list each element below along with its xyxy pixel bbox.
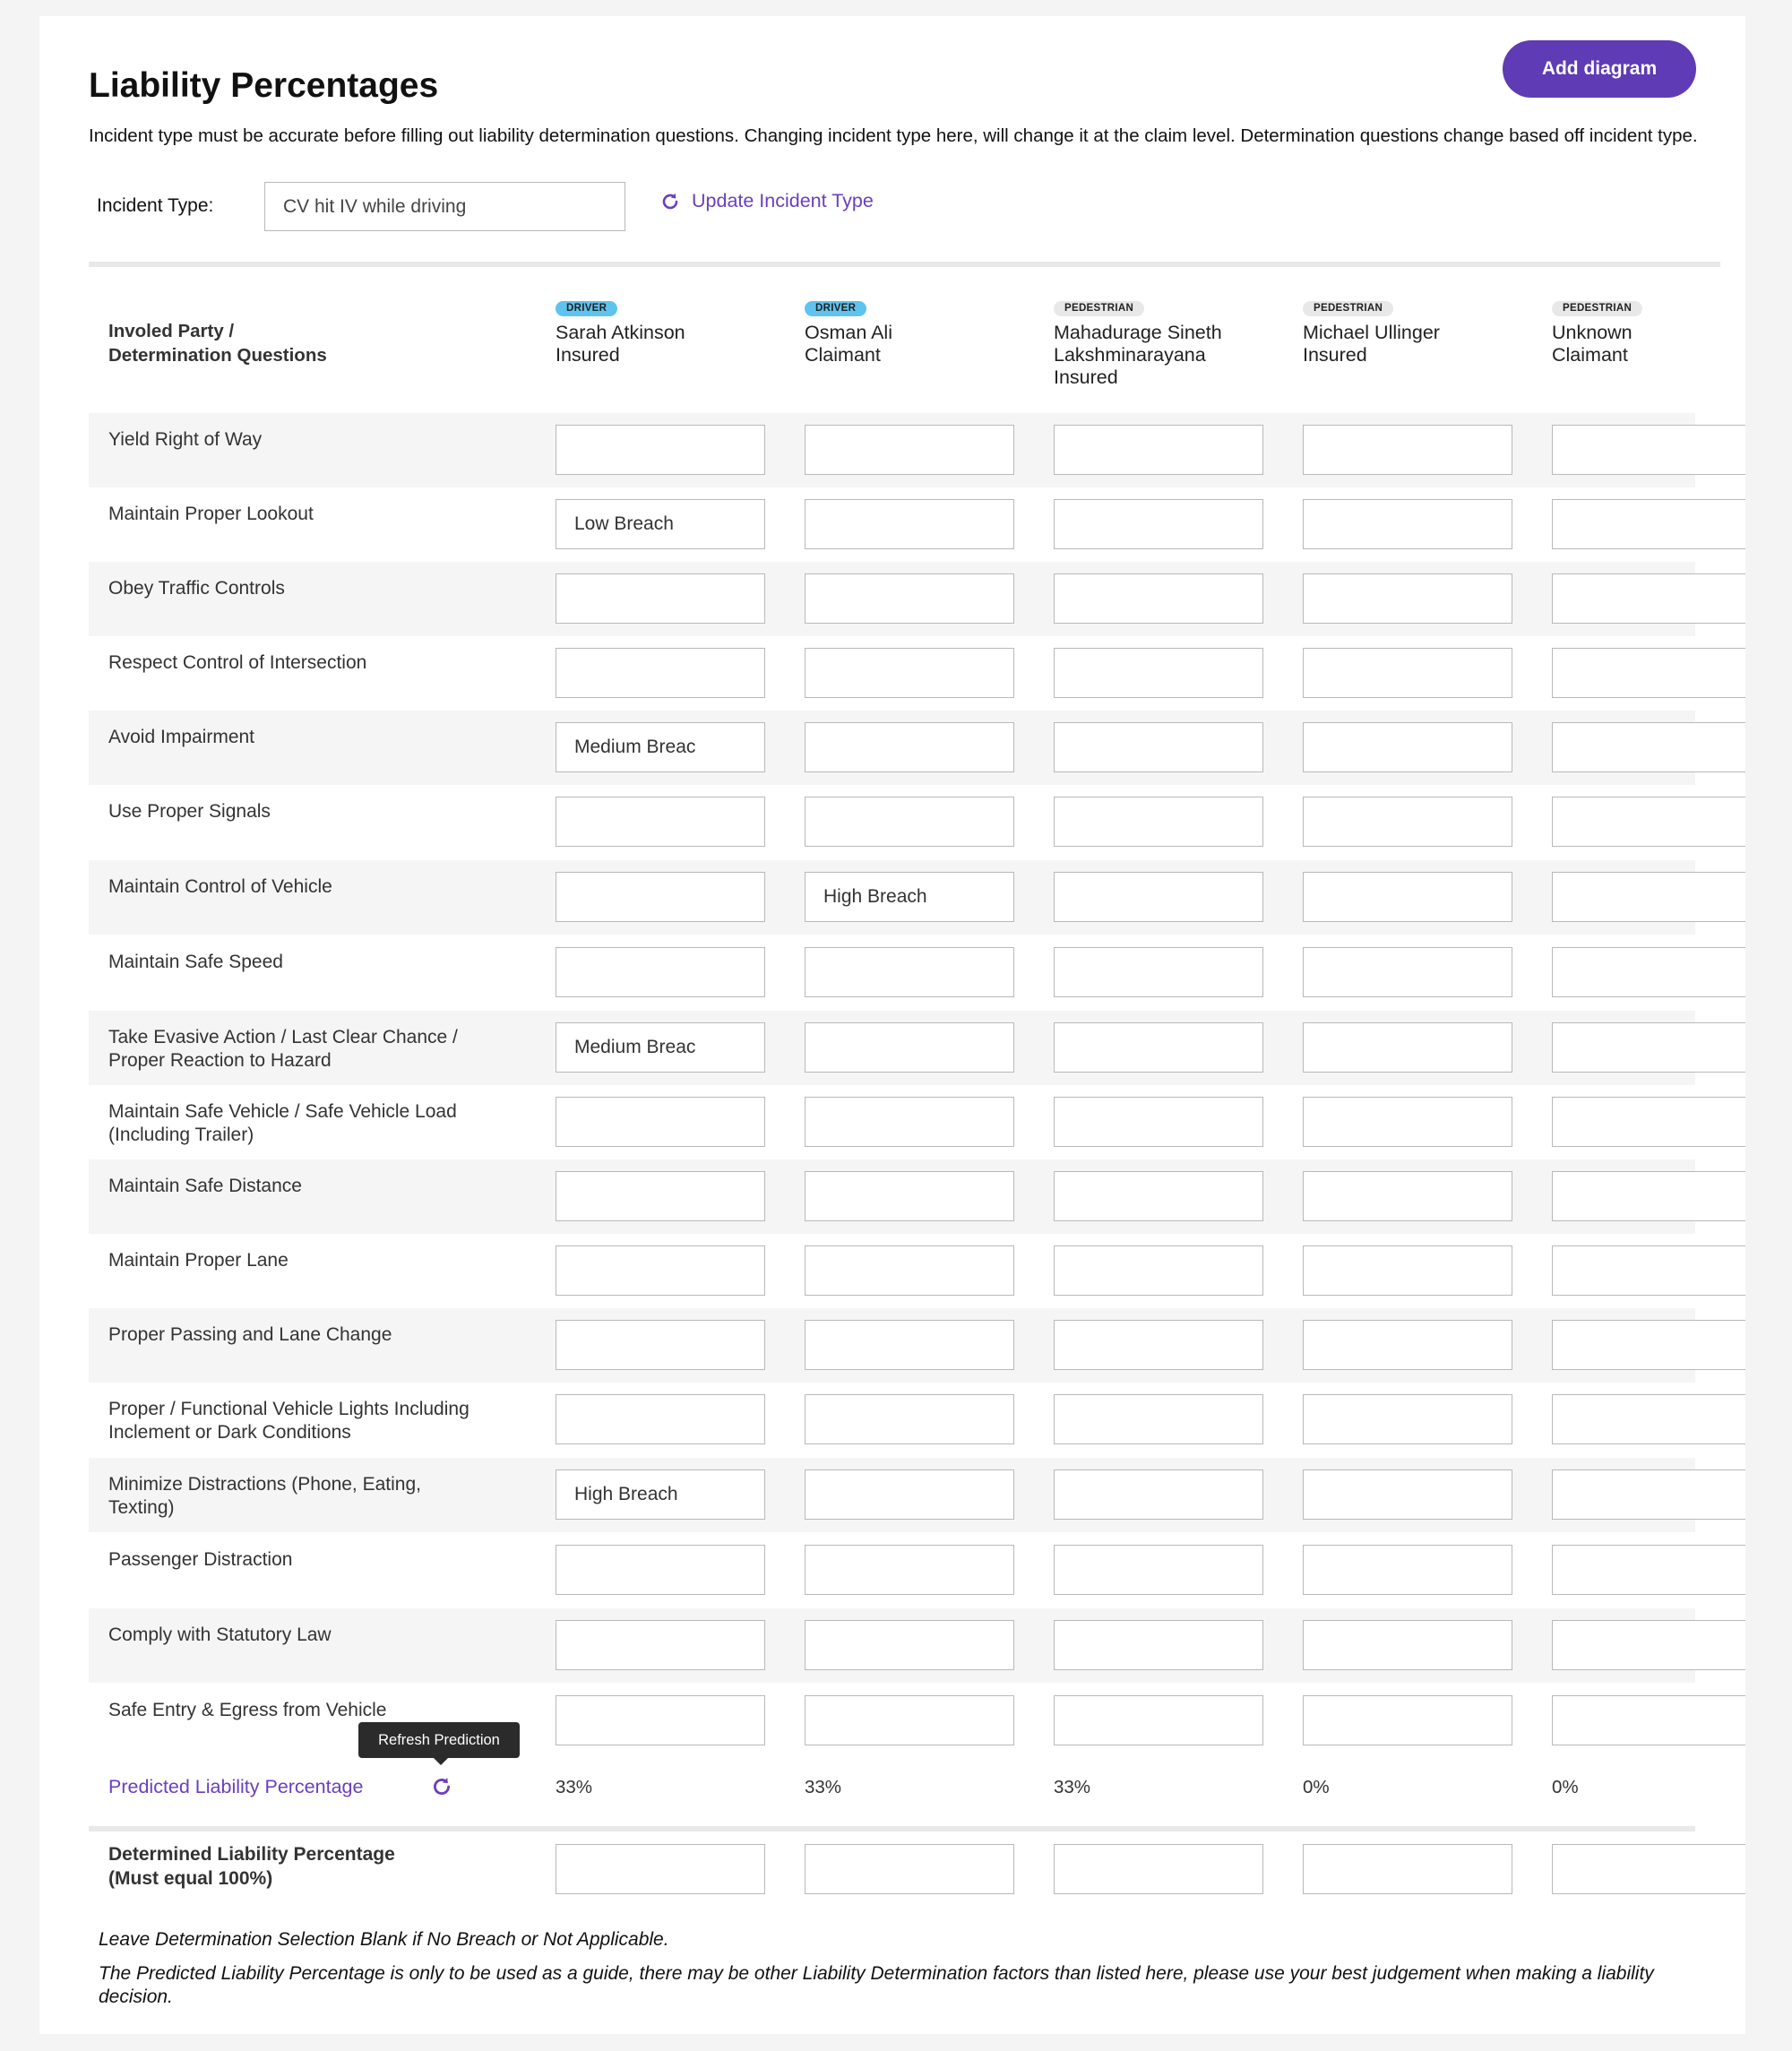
breach-select[interactable] bbox=[1054, 1545, 1263, 1595]
breach-select[interactable] bbox=[1054, 425, 1263, 475]
determination-row bbox=[89, 487, 1695, 562]
breach-select[interactable] bbox=[805, 425, 1014, 475]
breach-select[interactable] bbox=[1054, 499, 1263, 549]
determination-question: Avoid Impairment bbox=[108, 727, 255, 747]
party-role-badge: PEDESTRIAN bbox=[1552, 301, 1642, 316]
party-role-badge: DRIVER bbox=[556, 301, 617, 316]
determination-question: Safe Entry & Egress from Vehicle bbox=[108, 1700, 387, 1720]
determined-liability-label: Determined Liability Percentage (Must equal 100%) bbox=[108, 1844, 395, 1889]
breach-select[interactable] bbox=[1303, 947, 1512, 997]
breach-select[interactable] bbox=[1552, 1245, 1745, 1296]
breach-select[interactable] bbox=[1054, 1469, 1263, 1520]
party-name: Mahadurage Sineth Lakshminarayana bbox=[1054, 322, 1222, 366]
determination-question: Comply with Statutory Law bbox=[108, 1624, 332, 1645]
breach-select[interactable] bbox=[556, 1320, 765, 1370]
breach-select[interactable] bbox=[1054, 1245, 1263, 1296]
breach-select[interactable] bbox=[1552, 499, 1745, 549]
determined-liability-row bbox=[89, 1831, 1695, 1921]
party-role: Insured bbox=[1303, 344, 1367, 366]
breach-select[interactable] bbox=[1303, 499, 1512, 549]
breach-select[interactable] bbox=[1303, 1620, 1512, 1670]
determination-row bbox=[89, 1308, 1695, 1383]
breach-select[interactable] bbox=[805, 1022, 1014, 1073]
breach-select[interactable] bbox=[1054, 648, 1263, 698]
party-header bbox=[1303, 294, 1518, 366]
determination-question: Maintain Control of Vehicle bbox=[108, 876, 332, 897]
breach-select[interactable] bbox=[1552, 1545, 1745, 1595]
breach-select[interactable] bbox=[1552, 722, 1745, 772]
determination-question: Passenger Distraction bbox=[108, 1549, 293, 1570]
breach-select[interactable] bbox=[1552, 573, 1745, 624]
predicted-percentage: 0% bbox=[1552, 1777, 1579, 1797]
breach-select[interactable] bbox=[805, 1320, 1014, 1370]
predicted-percentage: 33% bbox=[805, 1777, 842, 1797]
breach-select[interactable] bbox=[1552, 797, 1745, 847]
breach-select[interactable] bbox=[1054, 722, 1263, 772]
breach-select[interactable] bbox=[1054, 1022, 1263, 1073]
breach-select[interactable] bbox=[1552, 947, 1745, 997]
page-title: Liability Percentages bbox=[89, 66, 439, 105]
incident-type-label: Incident Type: bbox=[97, 195, 214, 216]
determined-percentage-input[interactable] bbox=[1303, 1844, 1512, 1894]
breach-select[interactable] bbox=[1054, 1097, 1263, 1147]
breach-select[interactable] bbox=[805, 648, 1014, 698]
breach-select[interactable] bbox=[556, 872, 765, 922]
breach-select[interactable] bbox=[1303, 1469, 1512, 1520]
determination-question: Take Evasive Action / Last Clear Chance / Proper Reaction to Hazard bbox=[108, 1027, 458, 1071]
determination-question: Use Proper Signals bbox=[108, 801, 271, 822]
breach-select[interactable] bbox=[556, 1097, 765, 1147]
determination-row bbox=[89, 935, 1695, 1010]
breach-select[interactable] bbox=[1054, 947, 1263, 997]
breach-select[interactable] bbox=[556, 1545, 765, 1595]
breach-select[interactable] bbox=[1303, 872, 1512, 922]
breach-select[interactable] bbox=[1303, 1545, 1512, 1595]
question-column-header: Involed Party / Determination Questions bbox=[108, 321, 327, 366]
party-role-badge: PEDESTRIAN bbox=[1054, 301, 1144, 316]
determination-row bbox=[89, 1234, 1695, 1308]
predicted-percentage: 33% bbox=[1054, 1777, 1091, 1797]
party-role: Insured bbox=[1054, 366, 1118, 388]
determination-row bbox=[89, 1684, 1695, 1758]
breach-select[interactable] bbox=[556, 797, 765, 847]
determination-row bbox=[89, 1383, 1695, 1457]
breach-select[interactable] bbox=[805, 1695, 1014, 1745]
party-role: Claimant bbox=[805, 344, 881, 366]
breach-select[interactable] bbox=[556, 1394, 765, 1444]
breach-select[interactable] bbox=[1303, 722, 1512, 772]
breach-select[interactable] bbox=[556, 648, 765, 698]
breach-select[interactable] bbox=[556, 1695, 765, 1745]
predicted-percentage: 33% bbox=[556, 1777, 593, 1797]
breach-select[interactable] bbox=[805, 1171, 1014, 1221]
breach-select[interactable] bbox=[556, 1245, 765, 1296]
party-name: Osman Ali bbox=[805, 322, 892, 343]
party-header bbox=[1054, 294, 1269, 389]
liability-panel bbox=[39, 16, 1745, 2034]
refresh-prediction-tooltip: Refresh Prediction bbox=[358, 1722, 520, 1758]
breach-select[interactable] bbox=[805, 499, 1014, 549]
breach-select[interactable] bbox=[1303, 1394, 1512, 1444]
determination-question: Minimize Distractions (Phone, Eating, Texting) bbox=[108, 1474, 421, 1518]
breach-select[interactable] bbox=[1054, 1171, 1263, 1221]
breach-select[interactable] bbox=[1552, 1171, 1745, 1221]
breach-select[interactable] bbox=[1054, 1695, 1263, 1745]
party-header bbox=[805, 294, 1020, 366]
determination-row bbox=[89, 1011, 1695, 1085]
breach-select[interactable] bbox=[1303, 573, 1512, 624]
breach-select[interactable] bbox=[1054, 797, 1263, 847]
determination-row bbox=[89, 1533, 1695, 1607]
breach-select[interactable] bbox=[805, 797, 1014, 847]
determination-row bbox=[89, 1085, 1695, 1159]
breach-select[interactable] bbox=[556, 722, 765, 772]
breach-select[interactable] bbox=[556, 425, 765, 475]
party-name: Sarah Atkinson bbox=[556, 322, 685, 343]
determined-percentage-input[interactable] bbox=[556, 1844, 765, 1894]
party-name: Unknown bbox=[1552, 322, 1633, 343]
determination-row bbox=[89, 1608, 1695, 1683]
determination-question: Maintain Proper Lane bbox=[108, 1250, 289, 1271]
breach-select[interactable] bbox=[1303, 1171, 1512, 1221]
breach-select[interactable] bbox=[1303, 1097, 1512, 1147]
determined-percentage-input[interactable] bbox=[1054, 1844, 1263, 1894]
determination-row bbox=[89, 636, 1695, 711]
determination-question: Obey Traffic Controls bbox=[108, 578, 285, 599]
breach-select[interactable] bbox=[805, 1097, 1014, 1147]
breach-select[interactable] bbox=[805, 1245, 1014, 1296]
breach-select[interactable] bbox=[805, 947, 1014, 997]
party-role-badge: PEDESTRIAN bbox=[1303, 301, 1393, 316]
determination-question: Proper / Functional Vehicle Lights Including Inclement or Dark Conditions bbox=[108, 1399, 470, 1443]
determination-question: Maintain Safe Speed bbox=[108, 952, 283, 972]
update-incident-type-link[interactable] bbox=[659, 190, 874, 212]
determination-question: Maintain Proper Lookout bbox=[108, 504, 314, 524]
breach-select[interactable] bbox=[1552, 425, 1745, 475]
breach-select[interactable] bbox=[1054, 1320, 1263, 1370]
refresh-prediction-icon[interactable] bbox=[430, 1775, 453, 1803]
breach-select[interactable] bbox=[1054, 872, 1263, 922]
breach-select[interactable] bbox=[1303, 1695, 1512, 1745]
predicted-percentage: 0% bbox=[1303, 1777, 1330, 1797]
party-role-badge: DRIVER bbox=[805, 301, 866, 316]
breach-select[interactable] bbox=[1303, 1320, 1512, 1370]
breach-select[interactable] bbox=[1552, 1097, 1745, 1147]
incident-type-input[interactable] bbox=[264, 182, 625, 231]
determination-question: Proper Passing and Lane Change bbox=[108, 1324, 392, 1345]
party-name: Michael Ullinger bbox=[1303, 322, 1440, 343]
breach-select[interactable] bbox=[1552, 1469, 1745, 1520]
header-divider bbox=[89, 262, 1720, 267]
note-blank-selection: Leave Determination Selection Blank if No Breach or Not Applicable. bbox=[99, 1929, 669, 1950]
breach-select[interactable] bbox=[1054, 573, 1263, 624]
determination-question: Maintain Safe Distance bbox=[108, 1176, 302, 1196]
breach-select[interactable] bbox=[1552, 1695, 1745, 1745]
add-diagram-button[interactable]: Add diagram bbox=[1503, 40, 1696, 98]
breach-select[interactable] bbox=[805, 1469, 1014, 1520]
party-role: Insured bbox=[556, 344, 620, 366]
breach-select[interactable] bbox=[556, 499, 765, 549]
incident-description: Incident type must be accurate before filling out liability determination questions. Changing incident type here, will change it at the claim level. Determination questions change based off incident type. bbox=[89, 125, 1698, 146]
update-incident-type-label: Update Incident Type bbox=[692, 190, 874, 211]
breach-select[interactable] bbox=[1552, 872, 1745, 922]
breach-select[interactable] bbox=[1552, 1394, 1745, 1444]
breach-select[interactable] bbox=[1054, 1620, 1263, 1670]
breach-select[interactable] bbox=[1552, 648, 1745, 698]
breach-select[interactable] bbox=[1303, 1245, 1512, 1296]
breach-select[interactable] bbox=[556, 573, 765, 624]
breach-select[interactable] bbox=[805, 1394, 1014, 1444]
breach-select[interactable] bbox=[1303, 797, 1512, 847]
breach-select[interactable] bbox=[556, 1469, 765, 1520]
predicted-liability-row bbox=[89, 1772, 1695, 1826]
party-header bbox=[1552, 294, 1767, 366]
determination-row bbox=[89, 1159, 1695, 1234]
breach-select[interactable] bbox=[1303, 648, 1512, 698]
breach-select[interactable] bbox=[1552, 1620, 1745, 1670]
refresh-icon bbox=[659, 191, 681, 212]
breach-select[interactable] bbox=[1552, 1022, 1745, 1073]
breach-select[interactable] bbox=[556, 1171, 765, 1221]
breach-select[interactable] bbox=[556, 1620, 765, 1670]
determination-row bbox=[89, 860, 1695, 935]
breach-select[interactable] bbox=[556, 1022, 765, 1073]
note-predicted-guide: The Predicted Liability Percentage is only to be used as a guide, there may be other Liability Determination factors than listed here, please use your best judgement when making a liability decision. bbox=[99, 1963, 1654, 2007]
breach-select[interactable] bbox=[805, 1620, 1014, 1670]
breach-select[interactable] bbox=[1303, 425, 1512, 475]
breach-select[interactable] bbox=[1552, 1320, 1745, 1370]
determination-row bbox=[89, 562, 1695, 636]
determined-percentage-input[interactable] bbox=[805, 1844, 1014, 1894]
determination-question: Yield Right of Way bbox=[108, 429, 263, 450]
determination-question: Respect Control of Intersection bbox=[108, 652, 367, 673]
determined-percentage-input[interactable] bbox=[1552, 1844, 1745, 1894]
breach-select[interactable] bbox=[556, 947, 765, 997]
determination-row bbox=[89, 413, 1695, 487]
breach-select[interactable] bbox=[805, 1545, 1014, 1595]
breach-select[interactable] bbox=[1054, 1394, 1263, 1444]
breach-select[interactable] bbox=[805, 573, 1014, 624]
determination-row bbox=[89, 785, 1695, 859]
breach-select[interactable] bbox=[1303, 1022, 1512, 1073]
predicted-liability-label: Predicted Liability Percentage bbox=[108, 1776, 364, 1797]
determination-question: Maintain Safe Vehicle / Safe Vehicle Load (Including Trailer) bbox=[108, 1101, 457, 1145]
breach-select[interactable] bbox=[805, 722, 1014, 772]
determination-row bbox=[89, 1458, 1695, 1532]
party-role: Claimant bbox=[1552, 344, 1628, 366]
breach-select[interactable] bbox=[805, 872, 1014, 922]
determination-row bbox=[89, 711, 1695, 785]
party-header bbox=[556, 294, 771, 366]
